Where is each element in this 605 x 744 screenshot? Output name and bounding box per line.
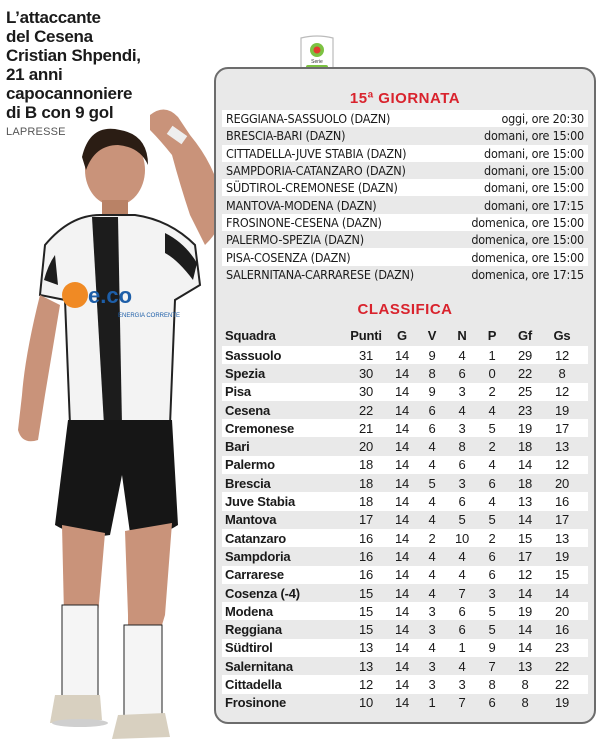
team-name: Mantova: [225, 512, 277, 528]
stat-cell: 3: [458, 384, 466, 400]
stat-cell: 3: [428, 622, 436, 638]
stat-cell: 13: [554, 439, 570, 455]
stat-cell: 14: [517, 512, 533, 528]
fixture-row: [222, 248, 588, 265]
stat-cell: 22: [358, 402, 374, 418]
stat-cell: 7: [458, 695, 466, 711]
stat-cell: 31: [358, 347, 374, 363]
stat-cell: 18: [517, 439, 533, 455]
fixture-row: [222, 179, 588, 196]
team-name: Juve Stabia: [225, 494, 296, 510]
stat-cell: 4: [428, 548, 436, 564]
stat-cell: 4: [488, 494, 496, 510]
standings-row: [222, 474, 588, 492]
column-header: Punti: [350, 327, 382, 343]
fixture-match: SAMPDORIA-CATANZARO (DAZN): [226, 163, 406, 179]
fixture-time: domani, ore 15:00: [484, 145, 584, 161]
stat-cell: 13: [517, 658, 533, 674]
fixture-time: domenica, ore 15:00: [471, 249, 584, 265]
team-name: Cesena: [225, 402, 271, 418]
player-photo: [0, 95, 240, 740]
stat-cell: 16: [554, 494, 570, 510]
stat-cell: 14: [394, 585, 410, 601]
stat-cell: 25: [517, 384, 533, 400]
stat-cell: 19: [554, 548, 570, 564]
fixture-row: [222, 110, 588, 127]
team-name: Cremonese: [225, 420, 295, 436]
stat-cell: 5: [428, 475, 436, 491]
stat-cell: 18: [358, 475, 374, 491]
caption-line: Cristian Shpendi,: [6, 46, 141, 65]
stat-cell: 13: [358, 658, 374, 674]
stat-cell: 13: [517, 494, 533, 510]
stat-cell: 20: [554, 603, 570, 619]
stat-cell: 6: [458, 603, 466, 619]
stat-cell: 14: [394, 439, 410, 455]
caption-line: capocannoniere: [6, 84, 133, 103]
team-name: Spezia: [225, 365, 265, 381]
stat-cell: 19: [517, 420, 533, 436]
team-name: Pisa: [225, 384, 251, 400]
stat-cell: 17: [554, 420, 570, 436]
team-name: Cittadella: [225, 676, 282, 692]
stat-cell: 5: [458, 512, 466, 528]
stat-cell: 12: [554, 384, 570, 400]
stat-cell: 12: [358, 676, 374, 692]
stat-cell: 22: [554, 658, 570, 674]
stat-cell: 4: [428, 640, 436, 656]
standings-row: [222, 383, 588, 401]
stat-cell: 1: [428, 695, 436, 711]
fixture-match: CITTADELLA-JUVE STABIA (DAZN): [226, 145, 407, 161]
standings-row: [222, 675, 588, 693]
fixtures-title: 15ª GIORNATA: [349, 90, 461, 107]
stat-cell: 15: [358, 622, 374, 638]
fixture-time: domenica, ore 15:00: [471, 214, 584, 230]
stat-cell: 3: [488, 585, 496, 601]
stat-cell: 4: [488, 457, 496, 473]
stat-cell: 20: [554, 475, 570, 491]
stat-cell: 15: [358, 603, 374, 619]
stat-cell: 4: [458, 347, 466, 363]
stat-cell: 15: [517, 530, 533, 546]
stat-cell: 6: [488, 695, 496, 711]
fixture-row: [222, 162, 588, 179]
stat-cell: 12: [554, 347, 570, 363]
stat-cell: 7: [488, 658, 496, 674]
stat-cell: 2: [428, 530, 436, 546]
stat-cell: 8: [428, 365, 436, 381]
jersey-sponsor-sub: ENERGIA CORRENTE: [118, 313, 181, 319]
stat-cell: 21: [358, 420, 374, 436]
caption-line: del Cesena: [6, 27, 93, 46]
fixture-match: BRESCIA-BARI (DAZN): [226, 128, 346, 144]
fixture-time: domenica, ore 17:15: [471, 266, 584, 282]
stat-cell: 5: [488, 420, 496, 436]
stat-cell: 2: [488, 530, 496, 546]
column-header: P: [487, 327, 497, 343]
stat-cell: 14: [517, 457, 533, 473]
team-name: Südtirol: [225, 640, 273, 656]
stat-cell: 14: [394, 384, 410, 400]
team-name: Catanzaro: [225, 530, 287, 546]
fixture-match: FROSINONE-CESENA (DAZN): [226, 214, 382, 230]
stat-cell: 14: [394, 457, 410, 473]
stat-cell: 4: [428, 512, 436, 528]
stat-cell: 6: [428, 402, 436, 418]
stat-cell: 14: [394, 603, 410, 619]
stat-cell: 7: [458, 585, 466, 601]
stat-cell: 4: [428, 567, 436, 583]
stat-cell: 16: [358, 567, 374, 583]
stat-cell: 4: [488, 402, 496, 418]
caption-line: 21 anni: [6, 65, 63, 84]
standings-row: [222, 346, 588, 364]
standings-row: [222, 694, 588, 712]
standings-row: [222, 456, 588, 474]
stat-cell: 14: [394, 420, 410, 436]
stat-cell: 17: [358, 512, 374, 528]
fixture-match: PALERMO-SPEZIA (DAZN): [226, 232, 364, 248]
stat-cell: 19: [554, 695, 570, 711]
column-header: N: [457, 327, 467, 343]
stat-cell: 18: [517, 475, 533, 491]
stat-cell: 19: [554, 402, 570, 418]
fixture-time: oggi, ore 20:30: [501, 111, 584, 127]
standings-row: [222, 364, 588, 382]
stat-cell: 14: [394, 365, 410, 381]
stat-cell: 4: [458, 548, 466, 564]
stat-cell: 16: [554, 622, 570, 638]
fixture-time: domani, ore 15:00: [484, 180, 584, 196]
column-header: G: [397, 327, 407, 343]
stat-cell: 9: [428, 384, 436, 400]
stat-cell: 8: [458, 439, 466, 455]
stat-cell: 22: [554, 676, 570, 692]
fixture-row: [222, 127, 588, 144]
column-header: Gf: [517, 327, 533, 343]
fixture-match: PISA-COSENZA (DAZN): [226, 249, 351, 265]
stat-cell: 5: [488, 603, 496, 619]
fixture-row: [222, 266, 588, 283]
stat-cell: 10: [454, 530, 470, 546]
team-name: Bari: [225, 439, 250, 455]
fixture-time: domani, ore 15:00: [484, 128, 584, 144]
stat-cell: 14: [517, 585, 533, 601]
stat-cell: 0: [488, 365, 496, 381]
stat-cell: 16: [358, 548, 374, 564]
stat-cell: 14: [517, 622, 533, 638]
fixtures-list: [222, 110, 588, 283]
stat-cell: 8: [488, 676, 496, 692]
stat-cell: 1: [488, 347, 496, 363]
standings-row: [222, 602, 588, 620]
stat-cell: 14: [394, 530, 410, 546]
stat-cell: 8: [521, 695, 529, 711]
stat-cell: 14: [394, 475, 410, 491]
standings-table: [222, 324, 588, 712]
team-name: Modena: [225, 603, 273, 619]
stat-cell: 9: [488, 640, 496, 656]
stat-cell: 14: [394, 402, 410, 418]
stat-cell: 12: [517, 567, 533, 583]
stat-cell: 3: [458, 475, 466, 491]
stat-cell: 6: [488, 475, 496, 491]
stat-cell: 2: [488, 384, 496, 400]
column-header: Gs: [553, 327, 571, 343]
standings-row: [222, 639, 588, 657]
standings-row: [222, 657, 588, 675]
stat-cell: 17: [517, 548, 533, 564]
stat-cell: 14: [394, 640, 410, 656]
stat-cell: 8: [558, 365, 566, 381]
stat-cell: 18: [358, 494, 374, 510]
stat-cell: 19: [517, 603, 533, 619]
stat-cell: 23: [517, 402, 533, 418]
stat-cell: 3: [458, 676, 466, 692]
stat-cell: 8: [521, 676, 529, 692]
stat-cell: 14: [394, 567, 410, 583]
stat-cell: 4: [428, 585, 436, 601]
stat-cell: 14: [394, 494, 410, 510]
team-name: Reggiana: [225, 622, 282, 638]
stat-cell: 5: [488, 622, 496, 638]
standings-row: [222, 584, 588, 602]
fixture-row: [222, 231, 588, 248]
svg-text:Serie: Serie: [311, 59, 323, 65]
stat-cell: 4: [458, 658, 466, 674]
standings-row: [222, 419, 588, 437]
stat-cell: 14: [517, 640, 533, 656]
stat-cell: 9: [428, 347, 436, 363]
stat-cell: 14: [394, 347, 410, 363]
fixture-match: SÜDTIROL-CREMONESE (DAZN): [226, 180, 398, 196]
stat-cell: 22: [517, 365, 533, 381]
stat-cell: 6: [458, 457, 466, 473]
stat-cell: 30: [358, 384, 374, 400]
stat-cell: 3: [428, 658, 436, 674]
stat-cell: 15: [554, 567, 570, 583]
caption-line: di B con 9 gol: [6, 103, 114, 122]
fixture-time: domani, ore 15:00: [484, 163, 584, 179]
stat-cell: 14: [394, 676, 410, 692]
standings-row: [222, 566, 588, 584]
stat-cell: 30: [358, 365, 374, 381]
team-name: Salernitana: [225, 658, 293, 674]
standings-row: [222, 620, 588, 638]
column-header: V: [427, 327, 437, 343]
stat-cell: 1: [458, 640, 466, 656]
stat-cell: 5: [488, 512, 496, 528]
standings-row: [222, 401, 588, 419]
stat-cell: 14: [554, 585, 570, 601]
stat-cell: 6: [428, 420, 436, 436]
stat-cell: 3: [458, 420, 466, 436]
stat-cell: 4: [428, 457, 436, 473]
stat-cell: 6: [488, 548, 496, 564]
team-name: Brescia: [225, 475, 271, 491]
team-name: Sampdoria: [225, 548, 291, 564]
stat-cell: 3: [428, 603, 436, 619]
stat-cell: 10: [358, 695, 374, 711]
fixture-time: domani, ore 17:15: [484, 197, 584, 213]
fixture-row: [222, 196, 588, 213]
stat-cell: 2: [488, 439, 496, 455]
standings-row: [222, 529, 588, 547]
stat-cell: 14: [394, 622, 410, 638]
stat-cell: 23: [554, 640, 570, 656]
stat-cell: 4: [428, 439, 436, 455]
stat-cell: 4: [458, 567, 466, 583]
stat-cell: 20: [358, 439, 374, 455]
standings-row: [222, 547, 588, 565]
stat-cell: 6: [458, 365, 466, 381]
team-name: Cosenza (-4): [225, 585, 300, 601]
stat-cell: 15: [358, 585, 374, 601]
stat-cell: 6: [458, 494, 466, 510]
fixture-row: [222, 214, 588, 231]
photo-credit: LAPRESSE: [6, 126, 66, 138]
stat-cell: 14: [394, 658, 410, 674]
fixture-time: domenica, ore 15:00: [471, 232, 584, 248]
stat-cell: 16: [358, 530, 374, 546]
stat-cell: 12: [554, 457, 570, 473]
stat-cell: 18: [358, 457, 374, 473]
stat-cell: 3: [428, 676, 436, 692]
standings-row: [222, 511, 588, 529]
column-header: Squadra: [225, 327, 276, 343]
fixture-row: [222, 145, 588, 162]
fixture-match: REGGIANA-SASSUOLO (DAZN): [226, 111, 391, 127]
stat-cell: 6: [488, 567, 496, 583]
stat-cell: 14: [394, 512, 410, 528]
team-name: Palermo: [225, 457, 275, 473]
caption-line: L’attaccante: [6, 8, 101, 27]
team-name: Frosinone: [225, 695, 287, 711]
stat-cell: 13: [358, 640, 374, 656]
stat-cell: 4: [428, 494, 436, 510]
jersey-sponsor: e.co: [88, 283, 133, 308]
stat-cell: 29: [517, 347, 533, 363]
standings-row: [222, 492, 588, 510]
standings-title: CLASSIFICA: [357, 301, 453, 318]
stat-cell: 4: [458, 402, 466, 418]
fixture-match: MANTOVA-MODENA (DAZN): [226, 197, 377, 213]
fixture-match: SALERNITANA-CARRARESE (DAZN): [226, 266, 414, 282]
stat-cell: 14: [394, 548, 410, 564]
stat-cell: 14: [394, 695, 410, 711]
team-name: Carrarese: [225, 567, 284, 583]
stat-cell: 6: [458, 622, 466, 638]
standings-row: [222, 437, 588, 455]
stat-cell: 17: [554, 512, 570, 528]
stat-cell: 13: [554, 530, 570, 546]
team-name: Sassuolo: [225, 347, 282, 363]
standings-header: [222, 324, 588, 346]
